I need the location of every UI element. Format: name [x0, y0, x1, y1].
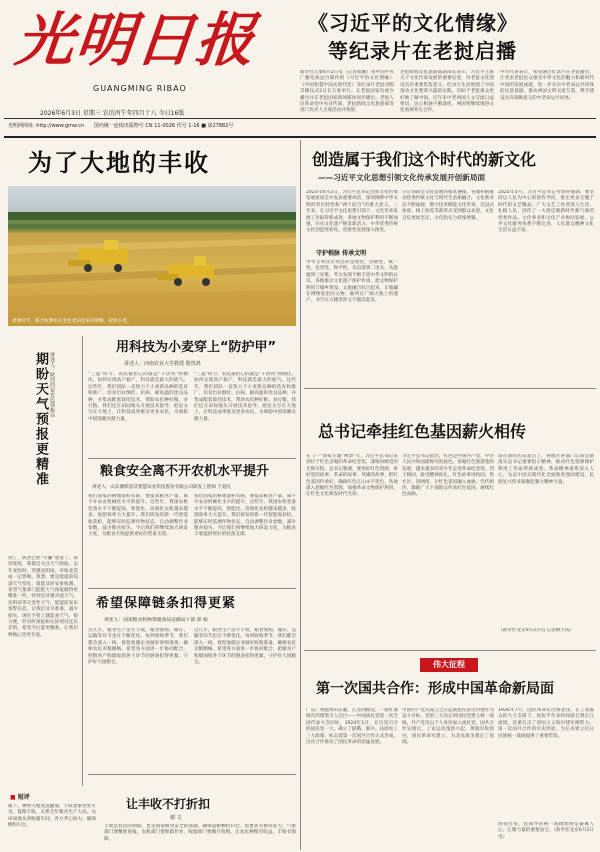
- article4-byline: 谢 文: [170, 815, 182, 821]
- lead-text-col1: 新华社万象6月2日电（记者程鹏）由中国中央广播电视总台制作的《习近平的文化情缘》《中国智慧中国式现代化》等纪录片老挝语版首播仪式2日在万象举行。在老挝国家电视台播出并在老挝国家新闻媒体同步播出，老挝人民革命党中央宣传部、老挝新闻文化旅游部等部门负责人出席活动并致辞。: [300, 70, 394, 114]
- newspaper-pinyin: GUANGMING RIBAO: [93, 84, 187, 93]
- history-title: 第一次国共合作：形成中国革命新局面: [316, 681, 554, 697]
- red-square-icon: ■: [10, 794, 16, 801]
- article1-title: 用科技为小麦穿上“防护甲”: [116, 340, 277, 355]
- article2-text-col2: 我们国家的耕地面积有限，要提高粮食产量，离不开农业机械化水平的提升。这些年，我国农机装备水平不断提高，智能化、高端化农机越来越多，收割效率大大提升。我们研发的新一代智能收获机，能够实时监测作物状态，自动调整作业参数，减少粮食损失。今后我们将继续加大研发力度，为粮食丰收提供更好的装备支撑。: [194, 494, 296, 538]
- history-banner: 伟大征程: [420, 658, 478, 672]
- masthead: [8, 4, 280, 104]
- article2-byline: 讲述人：山东潍柴雷沃智慧农业科技股份有限公司研发工程师 于超凡: [92, 485, 232, 490]
- left-column-text: 到了，陕西已经“开镰”收麦了。每到麦收，我都会关注天气预报。去年麦收时，突遇连阴雨，对收麦造成一定影响。我想，要是能提前知道天气变化，就能及时安排收割。希望气象部门能把天气预报做得更精准一些，特别是对强对流天气、连阴雨等灾害性天气，能提前发布预警信息，让我们及早准备，减少损失。现在手机上就能查天气，很方便，但有时预报和实际情况还有差别。希望今后能更精准，让我们种地心里更有底。: [8, 556, 78, 638]
- article4-text: 丰收是农民的期盼，也是国家粮食安全的基础。确保夏粮颗粒归仓，需要各方协同发力。气象部门要精准预报，农机部门要保障作业，收储部门要敞开收购，让农民种粮有收益、丰收有保障。: [104, 824, 296, 842]
- short-review-text: 眼下，神州大地麦浪翻滚，丰收景象处处可见。夏粮丰收，关系全年粮食生产大局。从田间地头到收储车间，各方齐心协力，确保颗粒归仓。: [8, 804, 96, 829]
- second-source: （新华社北京6月2日电 记者顾天成）: [498, 628, 575, 633]
- second-text-col1: 在《一“国家专题”视察”年，习近平总书记来到位于红色圣地的革命纪念馆，深情回顾党的光辉历程。总书记强调，要用好红色资源，讲好党的故事、革命的故事、英雄的故事，把红色基因传承好，确保红色江山永不变色。各地深入挖掘红色资源，加强革命文物保护利用，让红色文化焕发时代光彩。: [306, 454, 398, 498]
- lead-subtitle: 等纪录片在老挝启播: [328, 39, 517, 63]
- history-text-col2: 中国共产党从成立之日起就把反帝反封建作为奋斗目标。党的三大决定同国民党建立统一战线，共产党员以个人身份加入国民党。国共合作实现后，工农运动蓬勃兴起，黄埔军校创办，国民革命军建立，为北伐战争奠定了基础。: [402, 708, 494, 746]
- lead-text-col2: 老挝新闻文化旅游部副部长表示，习近平主席关于文化传承发展的重要论述，对老挝文化建设具有重要借鉴意义。纪录片生动展现了中国推动文化繁荣兴盛的实践，有助于老挝观众更好地了解中国。近年来中老两国人文交流日益密切，民心相通不断深化，两国将继续推进文化领域务实合作。: [400, 70, 494, 114]
- feature-subtitle: ——习近平文化思想引领文化传承发展开创新局面: [318, 173, 486, 182]
- vertical-title: 期盼天气预报更精准: [33, 352, 48, 487]
- harvest-photo: [8, 186, 296, 326]
- feature-text-col1b: 中华文明具有突出的连续性、创新性、统一性、包容性、和平性。从良渚到二里头，从殷墟到三星堆，考古发现不断丰富中华文明的认识。各地推动文化遗产保护传承，把文物保护利用与城乡建设、文旅融合结合起来，让收藏在博物馆里的文物、陈列在广阔大地上的遗产、书写在古籍里的文字都活起来。: [306, 260, 398, 304]
- feature-section-heading: 守护根脉 传承文明: [316, 250, 367, 257]
- harvest-illustration: [8, 186, 296, 326]
- history-text-col1: 广东广州越秀山东麓，江苏西路边，一座红墙绿瓦的建筑引人注目——中国国民党第一次全国代表大会旧址。1924年1月，在这里召开的国民党一大，确立了联俄、联共、扶助农工三大政策，标志着第一次国共合作正式形成。这次合作推动了国民革命的迅猛发展。: [306, 708, 398, 746]
- website-url[interactable]: 光明网网址: http://www.gmw.cn: [8, 123, 85, 129]
- feature-title: 创造属于我们这个时代的新文化: [312, 150, 537, 169]
- lead-text-col3: 中方代表表示，希望通过纪录片在老挝播出，让更多老挝民众感受中华文化的魅力和新时代中国的发展成就，进一步夯实中老命运共同体的民意基础，推动两国文明交流互鉴，携手建设具有战略意义的中老命运共同体。: [500, 70, 594, 101]
- article3-title: 希望保障链条扣得更紧: [96, 596, 237, 611]
- second-text-col2: 习近平总书记指出，红色是中国共产党、中华人民共和国最鲜亮的底色。各地红色旅游蓬勃发展，越来越多的青少年走进革命纪念馆、烈士陵园，接受精神洗礼。红色故事进校园、进社区、进网络，让红色基因融入血脉、代代相传，激励广大干部群众传承红色基因、赓续红色血脉。: [402, 454, 494, 498]
- date-line: 2026年6月3日 星期三 农历丙午年四月十八 今日16版: [40, 110, 185, 117]
- history-text-col3: 1926年7月，国民革命军出师北伐，在工农群众的大力支援下，短短半年多时间就打到长江流域，沉重打击了帝国主义和封建军阀势力。第一次国共合作的历史经验，为后来建立抗日民族统一战线提供了重要借鉴。: [498, 708, 594, 739]
- short-review-label: ■ 短评: [10, 794, 30, 801]
- article1-text-col2: “三夏”时节，农民最担心的就是“干热风”和倒伏。如何实现高产稳产，科技就是最大的底气。这些年，我们团队一直致力于小麦新品种的选育和推广，培育出抗倒伏、抗病、耐高温的优良品种，并集成配套栽培技术，帮助农民种好粮、多打粮。我们还在田间地头开展技术指导，把论文写在大地上，让科技成果惠及更多农民，为端稳中国饭碗贡献力量。: [194, 372, 296, 422]
- article2-text-col1: 我们国家的耕地面积有限，要提高粮食产量，离不开农业机械化水平的提升。这些年，我国农机装备水平不断提高，智能化、高端化农机越来越多，收割效率大大提升。我们研发的新一代智能收获机，能够实时监测作物状态，自动调整作业参数，减少粮食损失。今后我们将继续加大研发力度，为粮食丰收提供更好的装备支撑。: [88, 494, 188, 538]
- publication-number: 国内统一连续出版物号 CN 11-0026 代号 1-16 ■ 第27882号: [93, 123, 234, 129]
- newspaper-logo: 光明日报: [12, 6, 260, 74]
- article3-text-col1: 这几年，粮食生产连年丰收，粮食收购、储存、运输等环节也在不断优化。每到收购季节，我们都会深入一线，督促收储企业做好收购准备，确保农民卖粮顺畅。希望各方面进一步协同配合，把粮食产购储加销各个环节的链条扣得更紧，守护好大国粮仓。: [88, 628, 188, 666]
- lead-title: 《习近平的文化情缘》: [308, 11, 518, 35]
- article1-byline: 讲述人：河南农业大学教授 殷贵鸿: [124, 361, 201, 367]
- lead-article: [300, 6, 596, 134]
- photo-caption: 麦收时节，联合收割机在金色麦田里来回穿梭，抢收小麦。: [12, 319, 132, 324]
- website-line: [8, 122, 298, 129]
- history-text-col3b: 回望历史，党领导的统一战线始终是凝聚人心、汇聚力量的重要法宝。（新华社北京6月2日电）: [498, 822, 594, 840]
- feature-text-col3: 2025年5月，习近平总书记考察时强调，要坚持以人民为中心的创作导向，推出更多无愧于时代的文艺精品。广大文艺工作者深入生活、扎根人民，创作了一大批反映新时代新气象的优秀作品。文化事业和文化产业协同发展，公共文化服务体系不断完善，人民群众精神文化生活日益丰富。: [498, 190, 594, 234]
- article3-byline: 讲述人：国家粮食和物资储备局安徽局干部 郑 杨: [104, 618, 208, 623]
- feature-text-col1: 2023年6月2日，习近平总书记出席文化传承发展座谈会并发表重要讲话，深刻阐释中华文明的突出特性和“两个结合”的重大意义。三年来，在习近平文化思想引领下，文化传承发展工作取得新成效，各地文物保护利用不断加强，历史文化遗产焕发新活力，中华优秀传统文化创造性转化、创新性发展深入推进。: [306, 190, 398, 234]
- article1-text-col1: “三夏”时节，农民最担心的就是“干热风”和倒伏。如何实现高产稳产，科技就是最大的底气。这些年，我们团队一直致力于小麦新品种的选育和推广，培育出抗倒伏、抗病、耐高温的优良品种，并集成配套栽培技术，帮助农民种好粮、多打粮。我们还在田间地头开展技术指导，把论文写在大地上，让科技成果惠及更多农民，为端稳中国饭碗贡献力量。: [88, 372, 188, 422]
- article2-title: 粮食安全离不开农机水平提升: [100, 464, 270, 479]
- vertical-byline: 讲述人：陕西西安农民郭振远: [49, 352, 55, 417]
- second-title: 总书记牵挂红色基因薪火相传: [318, 422, 527, 441]
- left-headline: 为了大地的丰收: [28, 148, 210, 177]
- article3-text-col2: 这几年，粮食生产连年丰收，粮食收购、储存、运输等环节也在不断优化。每到收购季节，我们都会深入一线，督促收储企业做好收购准备，确保农民卖粮顺畅。希望各方面进一步协同配合，把粮食产购储加销各个环节的链条扣得更紧，守护好大国粮仓。: [194, 628, 296, 666]
- feature-text-col2: 守正创新是文化发展的根本遵循。各地积极推动优秀传统文化与现代生活相融合，文化新业态不断涌现，数字技术赋能文化传承，沉浸式体验、线上展览等新形式受到群众欢迎，文化自信更加坚定，文化软实力持续增强。: [402, 190, 494, 221]
- second-text-col3: 站在新的历史起点上，各地区各部门认真贯彻落实总书记重要指示精神，推动红色资源保护利用工作取得新成效。革命精神谱系深入人心，为以中国式现代化全面推进强国建设、民族复兴伟业凝聚起强大精神力量。: [498, 454, 594, 485]
- article4-title: 让丰收不打折扣: [126, 797, 211, 811]
